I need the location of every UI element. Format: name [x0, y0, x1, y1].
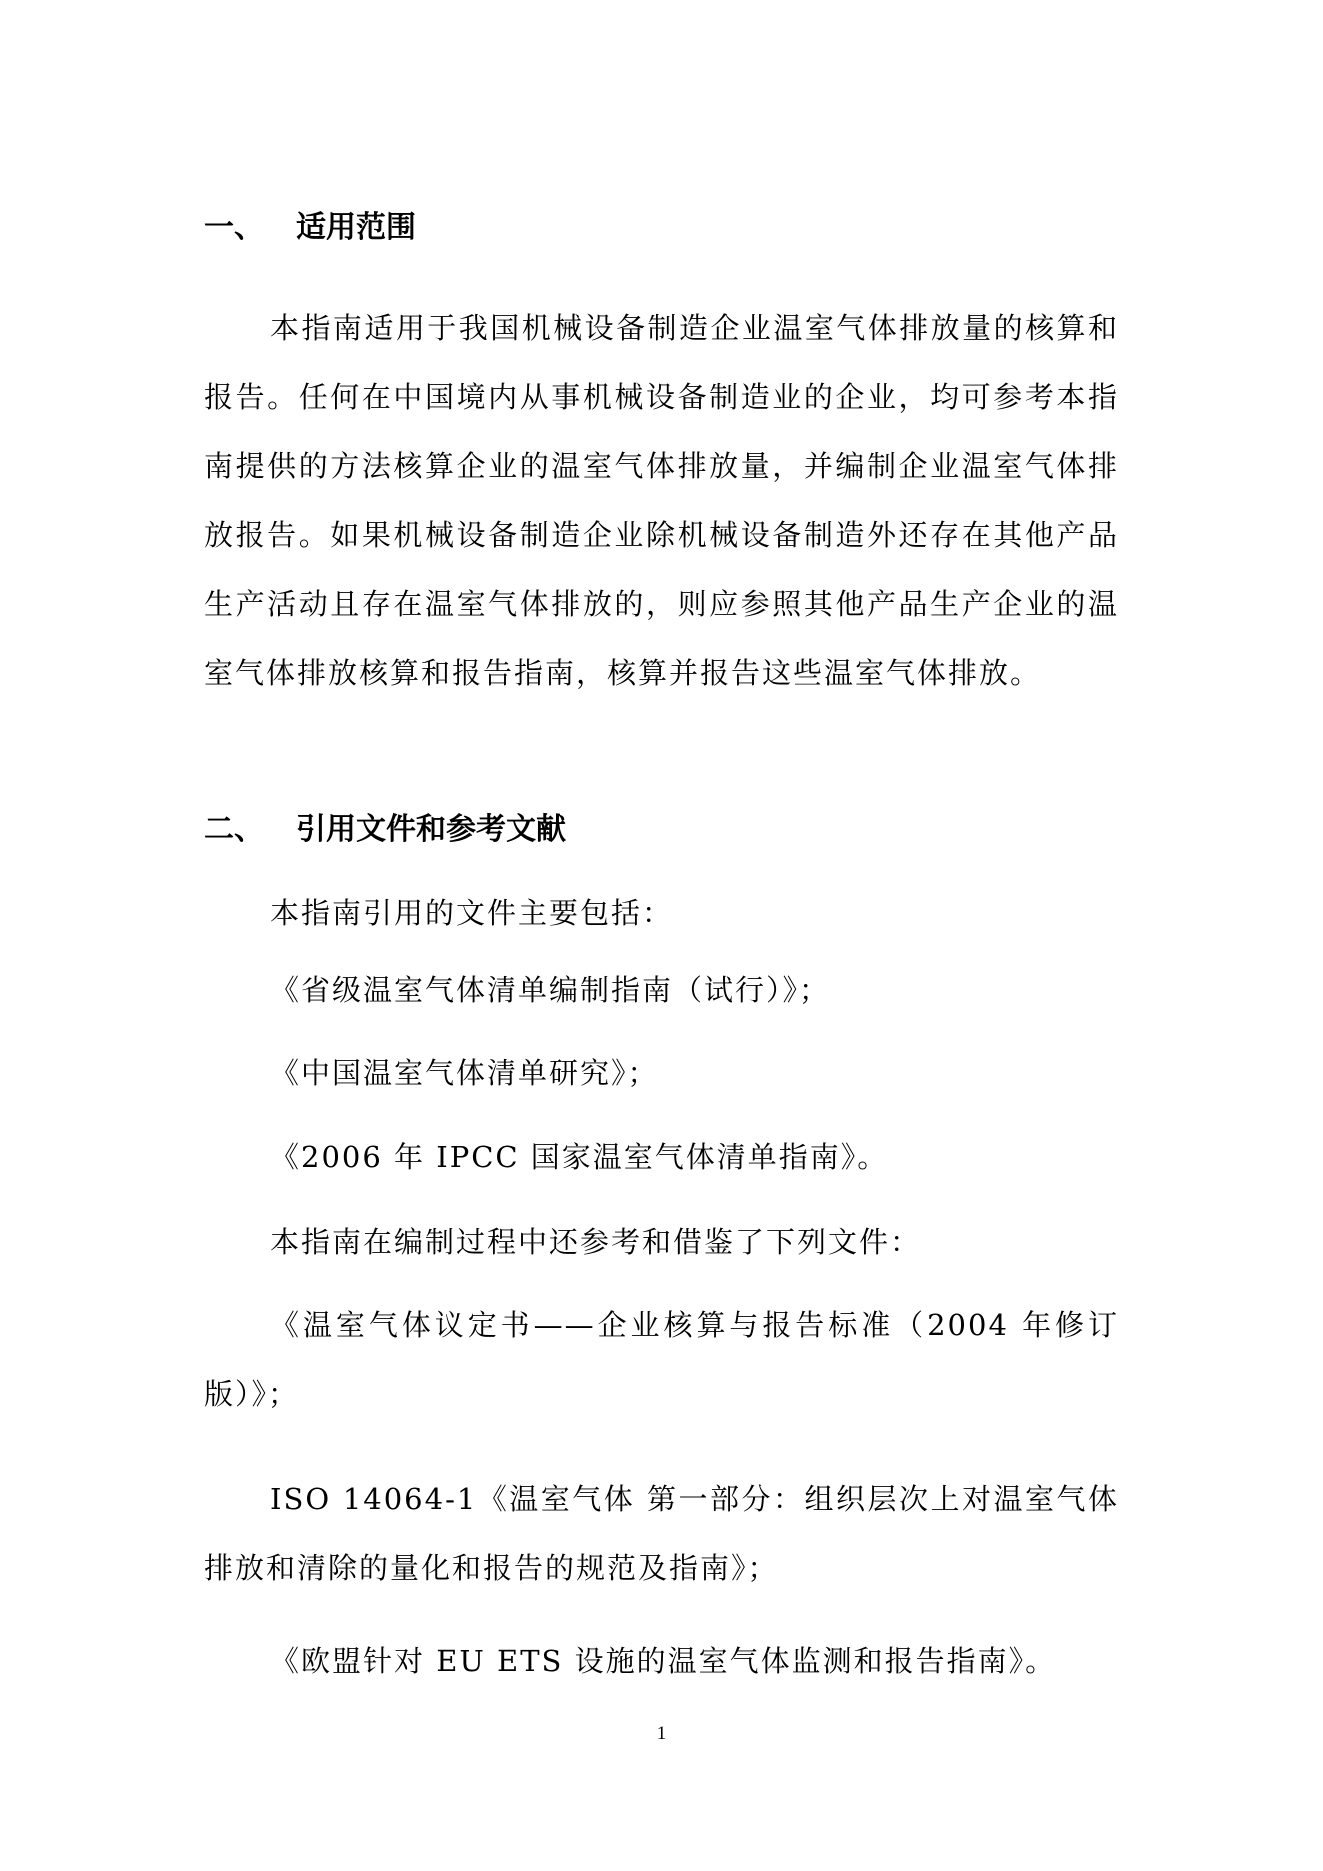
references-intro: 本指南引用的文件主要包括： — [270, 896, 674, 930]
scope-paragraph: 本指南适用于我国机械设备制造企业温室气体排放量的核算和报告。任何在中国境内从事机械设备制造业的企业，均可参考本指南提供的方法核算企业的温室气体排放量，并编制企业温室气体排放报告。如果机械设备制造企业除机械设备制造外还存在其他产品生产活动且存在温室气体排放的，则应参照其他产品生产企业的温室气体排放核算和报告指南，核算并报告这些温室气体排放。 — [204, 311, 1119, 690]
reference-item: 《省级温室气体清单编制指南（试行）》； — [270, 973, 831, 1007]
reference-item: 《中国温室气体清单研究》； — [270, 1056, 659, 1090]
section-title-1: 适用范围 — [296, 210, 416, 245]
section-number-1: 一、 — [204, 210, 264, 245]
reference-item-last: 《欧盟针对 EU ETS 设施的温室气体监测和报告指南》。 — [270, 1644, 1057, 1678]
section-heading-2 — [204, 810, 566, 850]
section-title-2: 引用文件和参考文献 — [296, 812, 566, 847]
page-number: 1 — [656, 1723, 667, 1744]
section-number-2: 二、 — [204, 812, 264, 847]
reference-paragraph: 《温室气体议定书——企业核算与报告标准（2004 年修订版）》； — [204, 1308, 1119, 1411]
section-heading-1 — [204, 208, 416, 248]
references-intro-2: 本指南在编制过程中还参考和借鉴了下列文件： — [270, 1225, 922, 1259]
reference-paragraph: ISO 14064-1《温室气体 第一部分：组织层次上对温室气体排放和清除的量化和报告的规范及指南》； — [204, 1482, 1119, 1585]
reference-item: 《2006 年 IPCC 国家温室气体清单指南》。 — [270, 1140, 889, 1174]
